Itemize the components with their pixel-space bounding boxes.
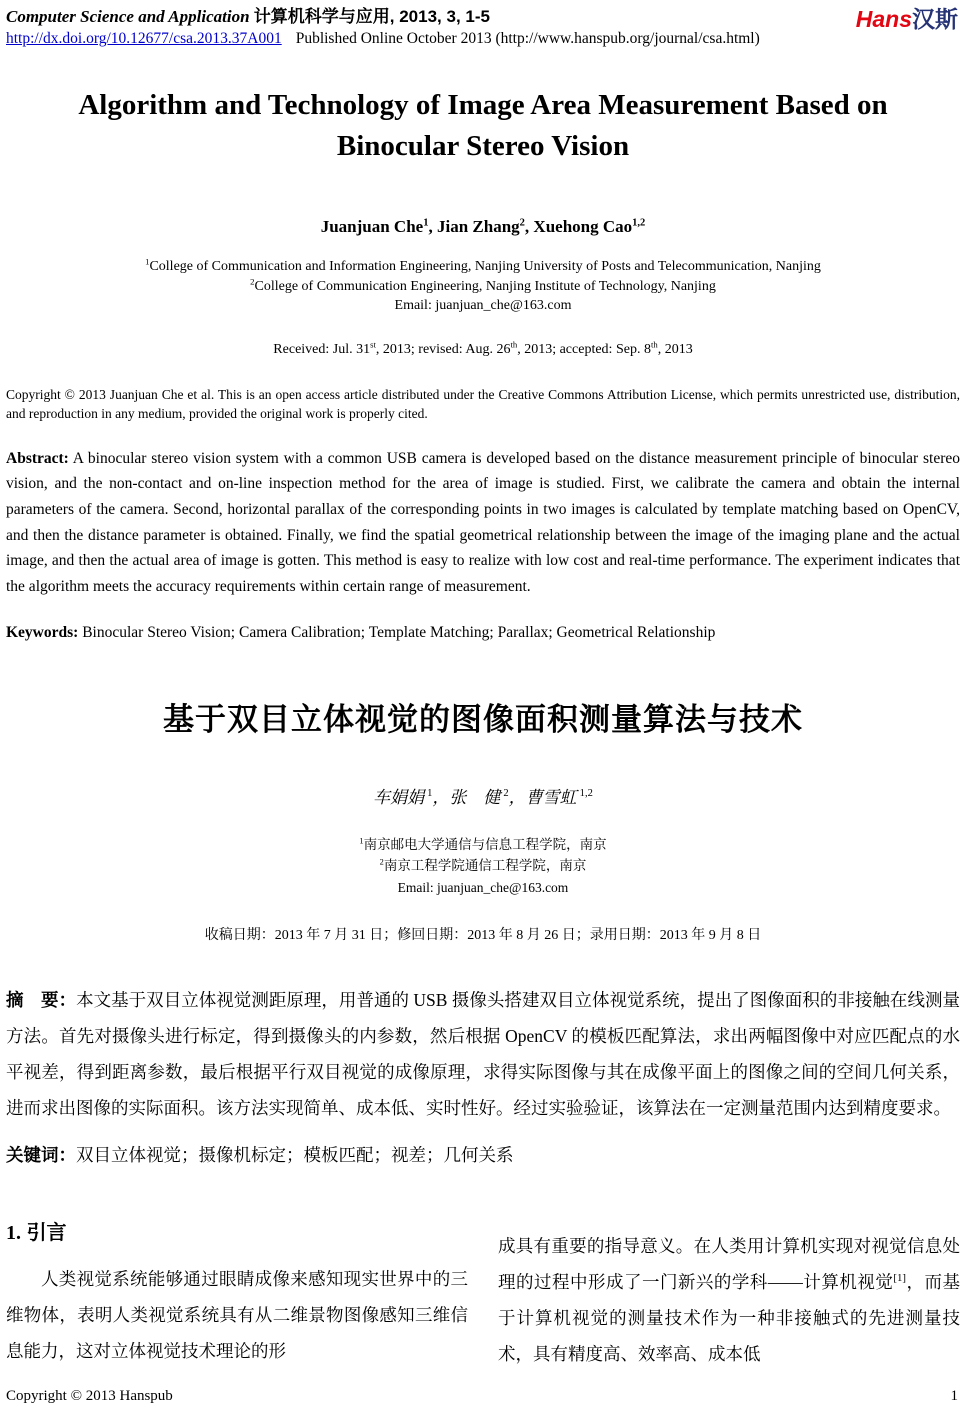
author-zh-1: 车娟娟	[373, 787, 425, 807]
author-zh-1-sup: 1	[427, 788, 433, 800]
journal-title-line	[6, 6, 960, 28]
keywords-label: Keywords:	[6, 623, 79, 641]
copyright-notice: Copyright © 2013 Juanjuan Che et al. This is an open access article distributed under the Creative Commons Attribution License, which permits unrestricted use, distribution, and reproduction in any medium, provided the original work is properly cited.	[6, 386, 960, 421]
affiliation-en-2-text: College of Communication Engineering, Nanjing Institute of Technology, Nanjing	[254, 278, 716, 294]
page-header	[6, 6, 960, 49]
affiliations-en	[6, 257, 960, 316]
received-part-2: , 2013; revised: Aug. 26	[375, 341, 511, 357]
abstract-label: Abstract:	[6, 449, 69, 467]
author-en-3: , Xuehong Cao	[524, 217, 633, 236]
affiliation-en-2	[6, 277, 960, 297]
doi-link[interactable]: http://dx.doi.org/10.12677/csa.2013.37A001	[6, 30, 282, 47]
affiliation-en-1-sup: 1	[145, 256, 150, 267]
author-en-1: Juanjuan Che	[320, 217, 424, 236]
page-number: 1	[950, 1388, 958, 1404]
intro-paragraph-right	[498, 1228, 960, 1372]
footer-copyright: Copyright © 2013 Hanspub	[6, 1388, 173, 1404]
doi-line	[6, 28, 960, 49]
right-column	[498, 1216, 960, 1372]
keywords-text: Binocular Stereo Vision; Camera Calibration; Template Matching; Parallax; Geometrical Relationship	[78, 623, 716, 641]
affiliation-en-1	[6, 257, 960, 277]
received-part-3: , 2013; accepted: Sep. 8	[517, 341, 651, 357]
affiliation-en-2-sup: 2	[250, 275, 255, 286]
left-column	[6, 1216, 468, 1372]
paper-title-en: Algorithm and Technology of Image Area Measurement Based on Binocular Stereo Vision	[78, 89, 888, 162]
section-1-number: 1.	[6, 1222, 21, 1245]
affiliations-zh	[6, 834, 960, 899]
abstract-paragraph	[6, 446, 960, 600]
hans-logo-en-text: Hans	[855, 6, 912, 32]
author-en-1-sup: 1	[423, 217, 429, 229]
keywords-zh-label: 关键词：	[6, 1145, 76, 1166]
intro-right-part-1: 成具有重要的指导意义。在人类用计算机实现对视觉信息处理的过程中形成了一门新兴的学科——计算机视觉	[498, 1236, 960, 1293]
author-en-2: , Jian Zhang	[428, 217, 520, 236]
affiliation-zh-1-sup: 1	[359, 836, 364, 846]
intro-right-part-2: ，而基于计算机视觉的测量技术作为一种非接触式的先进测量技术，具有精度高、效率高、成本低	[498, 1272, 961, 1365]
keywords-zh	[6, 1140, 960, 1170]
hans-logo	[856, 6, 958, 32]
journal-title-zh: 计算机科学与应用, 2013, 3, 1-5	[253, 7, 490, 26]
author-en-2-sup: 2	[519, 217, 525, 229]
affiliation-en-1-text: College of Communication and Information Engineering, Nanjing University of Posts and Telecommunication, Nanjing	[149, 259, 821, 274]
intro-paragraph-left: 人类视觉系统能够通过眼睛成像来感知现实世界中的三维物体，表明人类视觉系统具有从二维景物图像感知三维信息能力，这对立体视觉技术理论的形	[6, 1269, 468, 1362]
section-1-heading	[6, 1216, 468, 1245]
author-zh-2-sup: 2	[503, 788, 509, 800]
abstract-zh	[6, 982, 960, 1126]
affiliation-zh-2-sup: 2	[379, 857, 384, 867]
hans-logo-zh-text: 汉斯	[912, 6, 958, 32]
journal-title-en: Computer Science and Application	[6, 7, 250, 26]
affiliation-zh-1-text: 南京邮电大学通信与信息工程学院，南京	[363, 836, 607, 852]
dates-zh: 收稿日期：2013 年 7 月 31 日；修回日期：2013 年 8 月 26 日；录用日期：2013 年 9 月 8 日	[204, 928, 762, 944]
section-1-title: 引言	[26, 1222, 67, 1245]
authors-zh	[6, 783, 960, 808]
authors-en	[6, 217, 960, 237]
email-zh: Email: juanjuan_che@163.com	[397, 879, 569, 895]
body-columns	[6, 1216, 960, 1372]
abstract-zh-label: 摘 要：	[6, 990, 77, 1011]
author-en-3-sup: 1,2	[632, 217, 646, 229]
affiliation-zh-2-text: 南京工程学院通信工程学院，南京	[383, 858, 587, 874]
affiliation-zh-2	[6, 855, 960, 877]
citation-1-sup: [1]	[893, 1272, 907, 1285]
received-part-4: , 2013	[657, 341, 693, 357]
affiliation-zh-1	[6, 834, 960, 856]
received-sup-1: st	[370, 338, 376, 349]
abstract-text: A binocular stereo vision system with a common USB camera is developed based on the distance measurement principle of binocular stereo vision, and the non-contact and on-line inspection method for the area of image is studied. First, we calibrate the camera and obtain the internal parameters of the camera. Second, horizontal parallax of the corresponding points in two images is calculated by template matching based on OpenCV, and then the distance parameter is obtained. Finally, we find the spatial geometrical relationship between the image of the imaging plane and the actual image, and then the actual area of image is gotten. This method is easy to realize with low cost and real-time performance. The experiment indicates that the algorithm meets the accuracy requirements within certain range of measurement.	[6, 449, 960, 596]
published-info: Published Online October 2013 (http://www.hanspub.org/journal/csa.html)	[295, 30, 760, 47]
email-en: Email: juanjuan_che@163.com	[394, 298, 572, 313]
abstract-zh-text: 本文基于双目立体视觉测距原理，用普通的 USB 摄像头搭建双目立体视觉系统，提出了图像面积的非接触在线测量方法。首先对摄像头进行标定，得到摄像头的内参数，然后根据 OpenCV 的模板匹配算法，求出两幅图像中对应匹配点的水平视差，得到距离参数，最后根据平行双目视觉的成像原理，求得实际图像与其在成像平面上的图像之间的空间几何关系，进而求出图像的实际面积。该方法实现简单、成本低、实时性好。经过实验验证，该算法在一定测量范围内达到精度要求。	[6, 990, 960, 1119]
author-zh-3-sup: 1,2	[579, 788, 593, 800]
received-line	[6, 338, 960, 358]
received-sup-2: th	[510, 338, 518, 349]
page-footer	[6, 1388, 958, 1405]
keywords-line	[6, 622, 960, 644]
author-zh-3: ，曹雪虹	[508, 787, 577, 807]
author-zh-2: ，张 健	[432, 787, 501, 807]
received-sup-3: th	[650, 338, 658, 349]
keywords-zh-text: 双目立体视觉；摄像机标定；模板匹配；视差；几何关系	[76, 1145, 514, 1166]
received-part-1: Received: Jul. 31	[273, 341, 371, 357]
paper-title-zh: 基于双目立体视觉的图像面积测量算法与技术	[163, 701, 803, 737]
